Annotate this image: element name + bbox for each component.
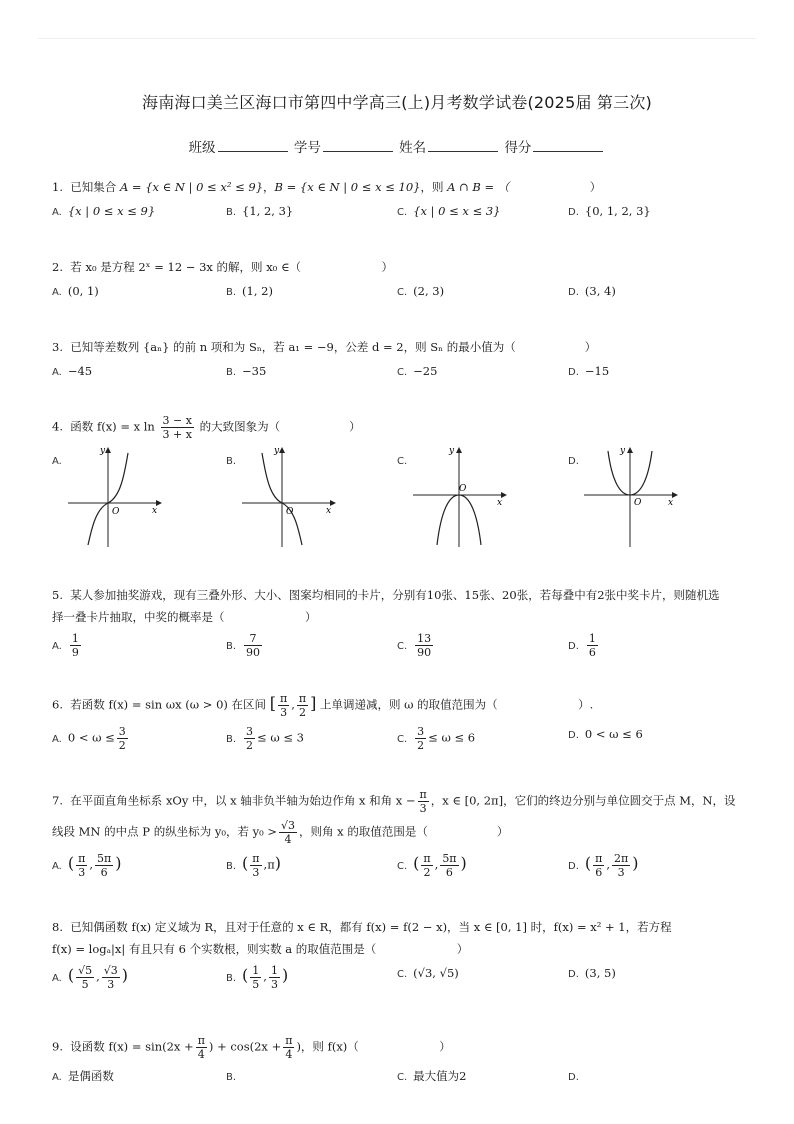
- frac-numerator: 13: [417, 632, 432, 645]
- question-1: [52, 178, 752, 226]
- option-b[interactable]: [226, 282, 273, 302]
- question-stem: [52, 788, 752, 815]
- option-fraction: [117, 725, 128, 752]
- option-label: C.: [397, 456, 408, 467]
- score-field: [504, 136, 605, 156]
- x-label: x: [497, 498, 503, 508]
- frac-denominator: 5: [81, 978, 89, 991]
- option-c[interactable]: [397, 202, 501, 222]
- origin-label: O: [634, 498, 642, 508]
- frac-denominator: 2: [298, 706, 306, 719]
- question-number: 5.: [52, 588, 63, 602]
- paren-left: (: [67, 965, 75, 985]
- frac-numerator: 5π: [442, 852, 457, 865]
- exam-title: 海南海口美兰区海口市第四中学高三(上)月考数学试卷(2025届 第三次): [142, 93, 652, 112]
- name-blank[interactable]: [428, 150, 498, 152]
- x-label: x: [668, 498, 674, 508]
- graph-c: [409, 447, 509, 551]
- option-fraction: [102, 964, 120, 991]
- student-id-label: 学号: [293, 140, 321, 156]
- option-label: A.: [52, 733, 62, 745]
- option-text: {x | 0 ≤ x ≤ 9}: [67, 204, 156, 218]
- page-top-rule: [38, 38, 756, 39]
- frac-denominator: 2: [246, 739, 254, 752]
- option-label: A.: [52, 640, 62, 652]
- stem-fraction: [279, 819, 297, 846]
- option-c[interactable]: [397, 282, 444, 302]
- option-a[interactable]: [52, 362, 92, 382]
- options: [52, 1067, 752, 1091]
- option-text: {1, 2, 3}: [242, 204, 294, 218]
- student-id-field: [294, 136, 395, 156]
- paren-left: (: [67, 853, 75, 873]
- frac-denominator: 3: [107, 978, 115, 991]
- y-axis-arrow: [627, 447, 633, 453]
- frac-denominator: 3: [280, 706, 288, 719]
- stem-text: 上单调递减，则 ω 的取值范围为（: [319, 697, 498, 712]
- option-text: ≤ ω ≤ 6: [428, 730, 476, 745]
- frac-denominator: 3: [617, 866, 625, 879]
- question-stem: [52, 586, 752, 604]
- question-3: [52, 338, 752, 386]
- option-fraction: [76, 964, 94, 991]
- option-text: −35: [242, 364, 267, 378]
- frac-denominator: 3: [252, 866, 260, 879]
- graph-d: [580, 447, 680, 551]
- option-label: B.: [226, 367, 237, 378]
- question-stem: 6. 若函数 f(x) = sin ωx (ω > 0) 在区间 [ $\frac{\pi}{3}$ , $\frac{\pi}{2}$ ] 上单调递减，则 ω 的取值范围为（ ）.: [52, 692, 594, 719]
- option-label: A.: [52, 860, 62, 872]
- option-label: C.: [397, 969, 408, 980]
- class-field: [189, 136, 290, 156]
- option-a[interactable]: [52, 202, 155, 222]
- question-stem: [52, 918, 752, 936]
- option-text: 0 < ω ≤ 6: [584, 727, 643, 741]
- frac-numerator: 1: [588, 632, 596, 645]
- y-axis-arrow: [279, 447, 285, 453]
- origin-label: O: [112, 507, 120, 517]
- option-fraction: [70, 632, 81, 659]
- option-a[interactable]: [52, 282, 99, 302]
- option-label: D.: [568, 1072, 579, 1083]
- frac-denominator: 6: [100, 866, 108, 879]
- frac-numerator: π: [298, 692, 307, 705]
- option-text: 0 < ω ≤: [67, 730, 115, 745]
- frac-numerator: 3: [417, 725, 425, 738]
- frac-numerator: π: [595, 852, 603, 865]
- frac-numerator: 7: [244, 632, 262, 646]
- question-9: [52, 1034, 752, 1091]
- option-text: (1, 2): [242, 284, 273, 298]
- option-fraction: [244, 725, 255, 752]
- frac-numerator: π: [419, 788, 427, 801]
- option-fraction: [593, 852, 604, 879]
- option-text: {x | 0 ≤ x ≤ 3}: [413, 204, 501, 218]
- x-label: x: [326, 506, 332, 516]
- question-number: 6.: [52, 697, 63, 712]
- option-label: D.: [568, 456, 579, 467]
- name-label: 姓名: [399, 140, 427, 156]
- frac-numerator: π: [285, 1034, 293, 1047]
- y-axis-arrow: [456, 447, 462, 453]
- question-number: 4.: [52, 419, 63, 434]
- paren-right: ): [115, 853, 122, 873]
- paren-right: ): [281, 965, 289, 985]
- y-label: y: [449, 447, 455, 456]
- options: [52, 282, 752, 306]
- frac-numerator: 1: [252, 964, 260, 977]
- option-label: B.: [226, 860, 237, 872]
- frac-numerator: π: [423, 852, 431, 865]
- frac-denominator: 4: [197, 1048, 205, 1061]
- option-label: D.: [568, 969, 579, 980]
- graph-a: [64, 447, 164, 551]
- option-c[interactable]: [397, 362, 437, 382]
- question-number: 3.: [52, 340, 63, 354]
- stem-fraction: [196, 1034, 207, 1061]
- frac-denominator: 3: [419, 802, 427, 815]
- option-text: 最大值为2: [413, 1069, 467, 1083]
- frac-denominator: 6: [595, 866, 603, 879]
- answer-blank: ）: [509, 180, 602, 194]
- frac-numerator: √3: [281, 819, 296, 832]
- option-b[interactable]: [226, 725, 304, 752]
- option-text: {0, 1, 2, 3}: [584, 204, 651, 218]
- option-fraction: [440, 852, 458, 879]
- option-b[interactable]: [226, 1067, 242, 1087]
- option-a[interactable]: [52, 632, 83, 659]
- option-d[interactable]: D. ( $\frac{\pi}{6}$ , $\frac{2\pi}{3}$ ): [568, 852, 639, 879]
- option-d[interactable]: [568, 362, 609, 382]
- option-label: A.: [52, 207, 62, 218]
- frac-numerator: π: [78, 852, 86, 865]
- option-text: π: [267, 857, 275, 872]
- option-label: A.: [52, 456, 62, 467]
- option-text: (0, 1): [67, 284, 99, 298]
- answer-blank: ）: [300, 260, 393, 274]
- interval-end: [297, 692, 308, 719]
- question-stem-line2: [52, 819, 752, 846]
- option-text: (3, 5): [584, 966, 616, 980]
- option-d[interactable]: [568, 632, 600, 659]
- question-stem: [52, 414, 752, 441]
- stem-text: 设函数 f(x) = sin(2x +: [70, 1039, 194, 1054]
- options: [52, 202, 752, 226]
- frac-numerator: 3 − x: [162, 414, 192, 427]
- stem-text: 在平面直角坐标系 xOy 中，以 x 轴非负半轴为始边作角 x 和角 x −: [70, 793, 416, 808]
- option-d[interactable]: [568, 964, 616, 984]
- frac-denominator: 3: [270, 978, 278, 991]
- question-8: [52, 918, 752, 998]
- option-a[interactable]: [52, 1067, 114, 1087]
- option-text: (3, 4): [584, 284, 616, 298]
- stem-text: 若函数 f(x) = sin ωx (ω > 0) 在区间: [70, 697, 270, 712]
- option-label: C.: [397, 367, 408, 378]
- option-fraction: [95, 852, 113, 879]
- frac-denominator: 6: [445, 866, 453, 879]
- option-c[interactable]: [397, 725, 475, 752]
- option-label: A.: [52, 1072, 62, 1083]
- option-label: C.: [397, 733, 408, 745]
- option-label: C.: [397, 860, 408, 872]
- frac-denominator: 3 + x: [162, 428, 192, 441]
- options: [52, 852, 752, 886]
- stem-text: 已知等差数列 {aₙ} 的前 n 项和为 Sₙ，若 a₁ = −9，公差 d = 2，则 Sₙ 的最小值为（: [70, 340, 516, 354]
- frac-denominator: 9: [71, 646, 79, 659]
- answer-blank: ）: [280, 419, 361, 434]
- option-fraction: [415, 725, 426, 752]
- option-label: B.: [226, 287, 237, 298]
- question-number: 1.: [52, 180, 63, 194]
- x-label: x: [152, 506, 158, 516]
- option-fraction: [244, 632, 262, 659]
- frac-numerator: 3: [118, 725, 126, 738]
- option-b[interactable]: [226, 202, 293, 222]
- option-a[interactable]: [52, 725, 130, 752]
- student-info-line: [0, 136, 794, 156]
- question-stem: [52, 338, 752, 356]
- option-label: C.: [397, 640, 408, 652]
- frac-numerator: π: [197, 1034, 205, 1047]
- graph-b: [238, 447, 338, 551]
- score-label: 得分: [504, 140, 532, 156]
- frac-denominator: 90: [246, 646, 261, 659]
- stem-text: ，则角 x 的取值范围是（ ）: [299, 824, 509, 839]
- stem-text: ，x ∈ [0, 2π]，它们的终边分别与单位圆交于点 M，N，设: [430, 793, 736, 808]
- paren-right: ): [460, 853, 467, 873]
- question-number: 7.: [52, 793, 63, 808]
- frac-numerator: π: [252, 852, 260, 865]
- frac-numerator: 2π: [614, 852, 629, 865]
- question-number: 8.: [52, 920, 63, 934]
- graph-options: [52, 447, 752, 553]
- stem-text: 的大致图象为（: [199, 419, 281, 434]
- frac-numerator: 1: [71, 632, 79, 645]
- stem-text: 若 x₀ 是方程 2ˣ = 12 − 3x 的解，则 x₀ ∈（: [70, 260, 301, 274]
- option-label: B.: [226, 733, 237, 745]
- option-label: D.: [568, 287, 579, 298]
- frac-denominator: 4: [284, 833, 292, 846]
- y-axis-arrow: [105, 447, 111, 453]
- option-fraction: [250, 964, 261, 991]
- frac-numerator: π: [279, 692, 288, 705]
- question-6: [52, 692, 752, 759]
- option-label: A.: [52, 367, 62, 378]
- option-c[interactable]: [397, 1067, 467, 1087]
- bracket-left: [: [269, 693, 276, 713]
- option-fraction: [76, 852, 87, 879]
- option-fraction: [587, 632, 598, 659]
- option-d[interactable]: [568, 202, 651, 222]
- option-label: C.: [397, 207, 408, 218]
- option-label: D.: [568, 640, 579, 652]
- options: [52, 632, 752, 666]
- option-label: C.: [397, 1072, 408, 1083]
- option-text: −15: [584, 364, 610, 378]
- frac-denominator: 2: [423, 866, 431, 879]
- option-b[interactable]: [226, 632, 264, 659]
- stem-text: ) + cos(2x +: [208, 1039, 282, 1054]
- option-fraction: [250, 852, 261, 879]
- question-stem-line2: f(x) = logₐ|x| 有且只有 6 个实数根，则实数 a 的取值范围是（ ）: [52, 942, 469, 956]
- y-label: y: [100, 447, 106, 456]
- option-label: A.: [52, 287, 62, 298]
- option-b[interactable]: [226, 362, 266, 382]
- option-label: D.: [568, 367, 579, 378]
- question-number: 9.: [52, 1039, 63, 1054]
- question-2: [52, 258, 752, 306]
- option-b[interactable]: B. ( $\frac{1}{5}$ , $\frac{1}{3}$ ): [226, 964, 289, 991]
- stem-text: 已知偶函数 f(x) 定义域为 R，且对于任意的 x ∈ R，都有 f(x) = f(2 − x)，当 x ∈ [0, 1] 时，f(x) = x² + 1，若方程: [70, 920, 672, 934]
- option-text: ≤ ω ≤ 3: [257, 730, 304, 745]
- stem-text: 函数 f(x) = x ln: [70, 419, 155, 434]
- answer-blank: ）: [515, 340, 597, 354]
- option-a[interactable]: A. ( $\frac{\pi}{3}$ , $\frac{5\pi}{6}$ ): [52, 852, 122, 879]
- bracket-right: ]: [310, 693, 317, 713]
- option-d[interactable]: [568, 282, 616, 302]
- question-stem: [52, 258, 752, 276]
- option-text: −45: [67, 364, 93, 378]
- frac-denominator: 6: [588, 646, 596, 659]
- student-id-blank[interactable]: [323, 150, 393, 152]
- paren-left: (: [242, 853, 249, 873]
- paren-right: ): [274, 853, 281, 873]
- frac-numerator: 1: [270, 964, 278, 977]
- frac-denominator: 2: [118, 739, 126, 752]
- stem-math: B = {x ∈ N | 0 ≤ x ≤ 10}: [274, 180, 421, 194]
- y-label: y: [620, 447, 626, 456]
- answer-blank: ）: [358, 1039, 451, 1054]
- stem-text: 已知集合: [70, 180, 120, 194]
- question-stem-line2: 择一叠卡片抽取，中奖的概率是（ ）: [52, 610, 317, 624]
- option-fraction: [421, 852, 432, 879]
- question-5: [52, 586, 752, 666]
- option-label: B.: [226, 972, 237, 984]
- stem-math: A = {x ∈ N | 0 ≤ x² ≤ 9}: [119, 180, 264, 194]
- stem-text: ，则: [420, 180, 448, 194]
- class-blank[interactable]: [218, 150, 288, 152]
- stem-fraction: [161, 414, 194, 441]
- stem-text: ，: [263, 180, 275, 194]
- paren-left: (: [584, 853, 592, 873]
- origin-label: O: [286, 507, 294, 517]
- option-a[interactable]: A. ( $\frac{√5}{5}$ , $\frac{√3}{3}$ ): [52, 964, 129, 991]
- option-fraction: [612, 852, 630, 879]
- frac-denominator: 5: [252, 978, 260, 991]
- stem-text: 线段 MN 的中点 P 的纵坐标为 y₀，若 y₀ >: [52, 824, 278, 839]
- option-label: D.: [568, 860, 579, 872]
- option-c[interactable]: [397, 632, 435, 659]
- option-d[interactable]: [568, 725, 643, 745]
- option-b[interactable]: B. ( $\frac{\pi}{3}$ ,π): [226, 852, 281, 879]
- stem-text: 某人参加抽奖游戏，现有三叠外形、大小、图案均相同的卡片，分别有10张、15张、20张，若每叠中有2张中奖卡片，则随机选: [70, 588, 720, 602]
- paren-right: ): [632, 853, 639, 873]
- option-fraction: [415, 632, 433, 659]
- option-label: C.: [397, 287, 408, 298]
- option-label: D.: [568, 207, 579, 218]
- frac-numerator: √5: [78, 964, 93, 977]
- score-blank[interactable]: [533, 150, 603, 152]
- origin-label: O: [459, 484, 467, 494]
- interval-start: [278, 692, 289, 719]
- question-stem: [52, 178, 752, 196]
- option-label: B.: [226, 1072, 237, 1083]
- frac-denominator: 90: [417, 646, 432, 659]
- frac-numerator: 5π: [96, 852, 112, 865]
- frac-denominator: 3: [78, 866, 86, 879]
- option-text: (√3, √5): [413, 966, 459, 980]
- option-text: (2, 3): [413, 284, 445, 298]
- stem-text: )，则 f(x)（: [296, 1039, 359, 1054]
- option-text: 是偶函数: [67, 1069, 114, 1083]
- frac-numerator: 3: [246, 725, 254, 738]
- option-label: A.: [52, 972, 62, 984]
- stem-fraction: [418, 788, 429, 815]
- option-fraction: [269, 964, 280, 991]
- frac-denominator: 2: [417, 739, 425, 752]
- question-stem: [52, 1034, 752, 1061]
- option-c[interactable]: [397, 964, 459, 984]
- paren-left: (: [242, 965, 249, 985]
- frac-numerator: √3: [103, 964, 118, 977]
- option-label: B.: [226, 640, 237, 652]
- option-c[interactable]: C. ( $\frac{\pi}{2}$ , $\frac{5\pi}{6}$ ): [397, 852, 467, 879]
- class-label: 班级: [188, 140, 216, 156]
- paren-left: (: [413, 853, 420, 873]
- options: [52, 964, 752, 998]
- options: [52, 362, 752, 386]
- name-field: [399, 136, 500, 156]
- question-7: [52, 788, 752, 886]
- option-label: B.: [226, 456, 237, 467]
- option-label: B.: [226, 207, 237, 218]
- stem-math: A ∩ B = （: [447, 180, 510, 194]
- options: [52, 725, 752, 759]
- y-label: y: [274, 447, 280, 456]
- option-label: D.: [568, 730, 579, 741]
- question-4: [52, 414, 752, 553]
- question-number: 2.: [52, 260, 63, 274]
- answer-blank: ）.: [497, 697, 594, 712]
- option-d[interactable]: [568, 1067, 585, 1087]
- stem-fraction: [283, 1034, 294, 1061]
- frac-denominator: 4: [285, 1048, 293, 1061]
- paren-right: ): [121, 965, 129, 985]
- option-text: −25: [413, 364, 438, 378]
